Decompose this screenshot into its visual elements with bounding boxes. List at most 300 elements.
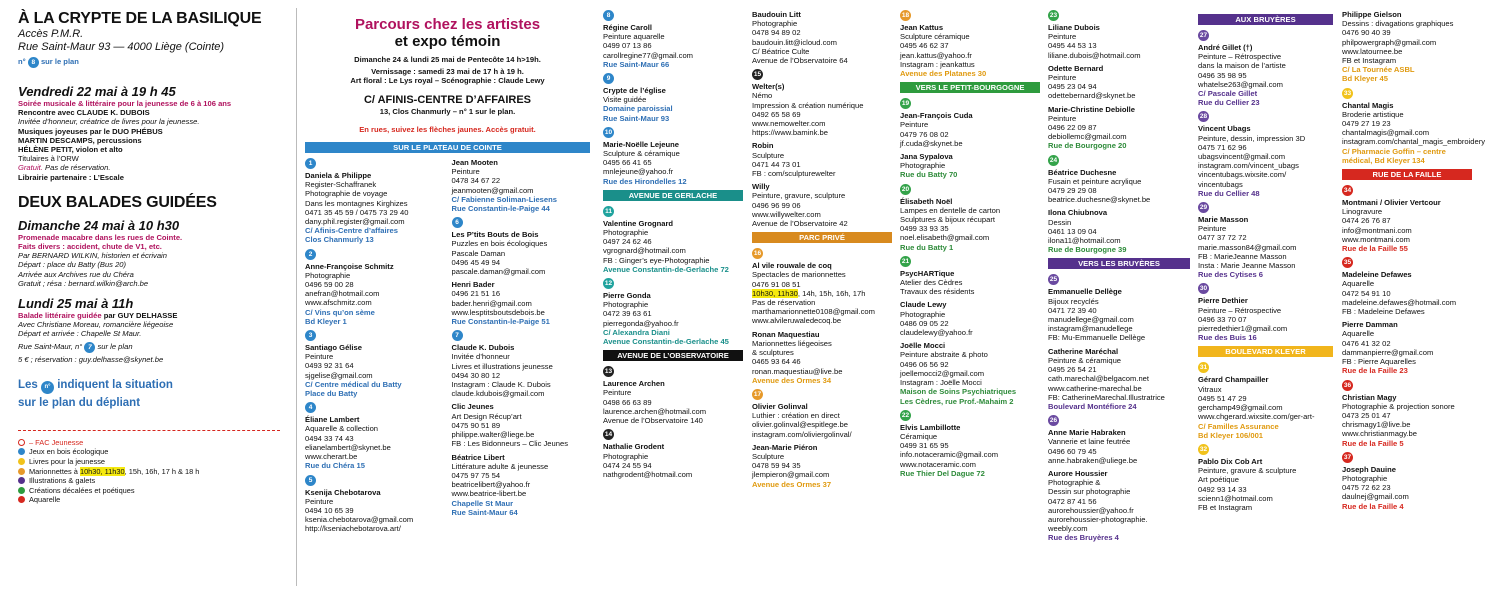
artist-info: liliane.dubois@hotmail.com — [1048, 50, 1141, 60]
map-number-badge: 12 — [604, 280, 613, 288]
artist-info: noel.elisabeth@gmail.com — [900, 233, 990, 243]
artist-info: ubagsvincent@gmail.com — [1198, 152, 1286, 162]
artist-info: 0471 72 39 40 — [1048, 305, 1097, 315]
artist-info: ronan.maquestiau@live.be — [752, 366, 843, 376]
artist-entry — [452, 330, 591, 398]
artist-name: Vincent Ubags — [1198, 124, 1251, 134]
artist-info: Dessin sur photographie — [1048, 487, 1131, 497]
column-crypte — [18, 10, 288, 505]
balade-line: 5 € ; réservation : guy.delhasse@skynet.be — [18, 354, 164, 364]
artist-entry — [752, 10, 892, 65]
balade-line: Départ et arrivée : Chapelle St Maur. — [18, 329, 142, 339]
artist-info: bader.henri@gmail.com — [451, 298, 532, 308]
circle-icon — [18, 439, 25, 446]
artist-info: 0478 94 89 02 — [752, 28, 801, 38]
artist-info: 0495 46 62 37 — [900, 41, 949, 51]
artist-info: Atelier des Cèdres — [900, 278, 963, 288]
artist-info: 0494 30 80 12 — [451, 370, 501, 380]
situation-note: Les n° indiquent la situation sur le plan du dépliant — [18, 378, 173, 409]
map-number-badge: 25 — [1049, 276, 1058, 284]
artist-name: Henri Bader — [451, 280, 495, 290]
artist-address: Domaine paroissial — [603, 104, 673, 114]
artist-entry — [1198, 362, 1333, 439]
artist-info: carollregine77@gmail.com — [603, 50, 694, 60]
crypte-access: Accès P.M.R. — [18, 28, 84, 40]
artist-info: 0499 33 93 35 — [900, 224, 949, 234]
artist-address: Rue du Chéra 15 — [305, 461, 365, 471]
artist-entry — [452, 217, 591, 276]
artist-info: Instagram : Claude K. Dubois — [451, 380, 551, 390]
legend-item: Illustrations & galets — [18, 476, 288, 486]
legend-item: Aquarelle — [18, 495, 288, 505]
artist-info: Fusain et peinture acrylique — [1048, 176, 1142, 186]
artist-entry — [1198, 111, 1333, 198]
vendredi-line: Gratuit. Pas de réservation. — [18, 163, 111, 173]
artist-name: Anne Marie Habraken — [1048, 428, 1126, 438]
artist-info: C/ Béatrice Culte — [752, 46, 810, 56]
artist-name: Jean Kattus — [900, 23, 944, 32]
parcours-subtitle: et expo témoin — [394, 33, 501, 50]
artist-name: Ilona Chiubnova — [1048, 208, 1108, 218]
artist-name: Jean-François Cuda — [900, 111, 973, 121]
artist-info: FB : MarieJeanne Masson — [1198, 251, 1287, 261]
map-number-badge: 24 — [1049, 156, 1058, 164]
map-number-badge: 16 — [753, 250, 762, 258]
artist-address: Les Cèdres, rue Prof.-Mahaim 2 — [900, 396, 1014, 406]
artist-entry — [752, 330, 892, 385]
artist-name: Anne-Françoise Schmitz — [305, 261, 394, 271]
artist-info: www.cherart.be — [305, 452, 358, 462]
artist-name: Christian Magy — [1342, 392, 1397, 402]
artist-info: 0479 27 19 23 — [1342, 119, 1391, 129]
artist-name: Olivier Golinval — [752, 401, 808, 411]
artist-info: 0496 60 79 45 — [1048, 446, 1097, 456]
column-7 — [1198, 10, 1333, 516]
artist-info: FB et Instagram — [1198, 502, 1253, 512]
artist-info: 0496 96 99 06 — [752, 200, 801, 210]
parcours-line: Vernissage : samedi 23 mai de 17 h à 19 h. — [371, 67, 524, 77]
map-number-badge: 33 — [1343, 89, 1352, 97]
artist-info: Peinture — [1048, 113, 1077, 123]
vendredi-subtitle: Soirée musicale & littéraire pour la jeunesse de 6 à 106 ans — [18, 99, 232, 108]
artist-info: ksenia.chebotarova@gmail.com — [305, 515, 414, 525]
artist-info: Peinture — [603, 388, 632, 398]
artist-address: Chapelle St Maur — [451, 498, 514, 508]
artist-entry — [900, 184, 1040, 252]
artist-address: Bd Kleyer 106/001 — [1198, 430, 1264, 440]
artist-name: Régine Caroll — [603, 23, 652, 32]
artist-info: 0474 24 55 94 — [603, 460, 652, 470]
artist-address: C/ Afinis-Centre d’affaires — [305, 226, 398, 236]
artist-address: Rue de Bourgogne 39 — [1048, 245, 1127, 255]
artist-info: 0496 35 98 95 — [1198, 70, 1247, 80]
artist-info: Sculpture — [752, 451, 785, 461]
map-number-badge: 19 — [901, 100, 910, 108]
map-number-badge: 20 — [901, 185, 910, 193]
artist-name: Nathalie Grodent — [603, 442, 665, 452]
artist-address: Rue de Bourgogne 20 — [1048, 141, 1127, 151]
column-4 — [752, 10, 892, 493]
artist-info: Némo — [752, 91, 773, 101]
parcours-line: Art floral : Le Lys royal – Scénographie : Claude Lewy — [350, 76, 545, 86]
artist-address: Bd Kleyer 1 — [305, 316, 347, 326]
artist-name: Béatrice Libert — [451, 452, 505, 462]
map-number-badge: 2 — [305, 249, 316, 260]
artist-entry — [452, 158, 591, 213]
artist-name: Daniela & Philippe — [305, 171, 372, 181]
artist-name: Marie-Noëlle Lejeune — [603, 139, 679, 149]
artist-entry — [603, 206, 743, 274]
map-number-badge: 30 — [1199, 285, 1208, 293]
artist-name: Béatrice Duchesne — [1048, 167, 1117, 177]
legend-item: Jeux en bois écologique — [18, 447, 288, 457]
artist-info: 0476 90 40 39 — [1342, 28, 1391, 38]
artist-name: Ksenija Chebotarova — [305, 487, 381, 497]
artist-name: Chantal Magis — [1342, 100, 1394, 110]
artist-address: Maison de Soins Psychiatriques — [900, 387, 1017, 397]
artist-name: Marie Masson — [1198, 215, 1249, 225]
map-number-badge: 14 — [604, 431, 613, 439]
legend-item: Livres pour la jeunesse — [18, 457, 288, 467]
artist-info: odettebernard@skynet.be — [1048, 91, 1136, 101]
artist-info: chantalmagis@gmail.com — [1342, 128, 1430, 138]
map-number-badge: n° — [41, 381, 54, 394]
artist-info: 0475 71 62 96 — [1198, 142, 1247, 152]
artist-info: vincentubags — [1198, 179, 1243, 189]
artist-info: joellemocci2@gmail.com — [900, 368, 985, 378]
artist-info: Pascale Daman — [451, 248, 506, 258]
artist-name: Pierre Damman — [1342, 320, 1398, 330]
dimanche-title: Dimanche 24 mai à 10 h30 — [18, 217, 180, 233]
artist-info: Sculpture & céramique — [603, 149, 680, 159]
artist-info: Peinture — [451, 167, 480, 177]
artist-name: Gérard Champailler — [1198, 375, 1269, 385]
artist-entry — [900, 410, 1040, 478]
artist-entry — [1048, 347, 1190, 411]
artist-info: 0496 59 00 28 — [305, 280, 354, 290]
artist-name: Madeleine Defawes — [1342, 270, 1412, 280]
artist-info: Instagram : Joëlle Mocci — [900, 378, 982, 388]
section-bar-kleyer: BOULEVARD KLEYER — [1198, 346, 1333, 357]
parcours-header — [305, 16, 590, 134]
artist-entry — [1048, 155, 1190, 205]
artist-entry — [305, 402, 444, 470]
map-number-badge: 23 — [1049, 12, 1058, 19]
artist-name: Montmani / Olivier Vertcour — [1342, 198, 1441, 208]
artist-info: Photographie — [900, 161, 946, 171]
artist-entry — [305, 330, 444, 398]
map-number-badge: 26 — [1049, 417, 1058, 425]
artist-info: Peinture — [900, 120, 929, 130]
map-number-badge: 37 — [1343, 453, 1352, 461]
legend-fac: – FAC Jeunesse — [18, 438, 288, 448]
vendredi-line: Rencontre avec CLAUDE K. DUBOIS — [18, 108, 150, 118]
artist-info: www.latournee.be — [1342, 46, 1403, 56]
artist-name: Valentine Grognard — [603, 218, 674, 228]
artist-address: C/ Alexandra Diani — [603, 327, 670, 337]
artist-info: claude.kdubois@gmail.com — [451, 389, 545, 399]
artist-info: Peinture — [305, 496, 334, 506]
column-8 — [1342, 10, 1486, 515]
artist-entry — [305, 249, 444, 326]
artist-address: Rue du Batty 70 — [900, 170, 958, 180]
map-number-badge: 13 — [604, 368, 613, 376]
artist-info: madeleine.defawes@hotmail.com — [1342, 297, 1457, 307]
artist-info: 0492 65 58 69 — [752, 109, 801, 119]
dot-icon — [18, 458, 25, 465]
artist-entry — [1342, 380, 1472, 448]
artist-info: 0472 54 91 10 — [1342, 288, 1391, 298]
artist-name: Joëlle Mocci — [900, 341, 946, 351]
artist-address: C/ Pascale Gillet — [1198, 89, 1258, 99]
artist-info: Linogravure — [1342, 207, 1383, 217]
artist-name: Liliane Dubois — [1048, 23, 1100, 32]
crypte-address: Rue Saint-Maur 93 — 4000 Liège (Cointe) — [18, 40, 225, 53]
artist-name: Claude K. Dubois — [451, 343, 515, 353]
artist-info: Aquarelle — [1342, 329, 1375, 339]
balade-line: Par BERNARD WILKIN, historien et écrivain — [18, 251, 167, 261]
artist-address: C/ Familles Assurance — [1198, 421, 1279, 431]
artist-info: FB : Madeleine Defawes — [1342, 307, 1425, 317]
artist-address: Rue Thier Del Dague 72 — [900, 468, 985, 478]
afinis-title: C/ AFINIS-CENTRE D’AFFAIRES — [363, 93, 532, 106]
artist-info: Insta : Marie Jeanne Masson — [1198, 261, 1296, 271]
section-bar-observatoire: AVENUE DE L’OBSERVATOIRE — [603, 350, 743, 361]
artist-info: 0474 26 76 87 — [1342, 216, 1391, 226]
vendredi-line: Titulaires à l’ORW — [18, 154, 79, 164]
artist-info: 0492 93 14 33 — [1198, 484, 1247, 494]
artist-info: pascale.daman@gmail.com — [451, 267, 546, 277]
parcours-title: Parcours chez les artistes — [354, 16, 541, 33]
map-number-badge: 1 — [305, 158, 316, 169]
dot-icon — [18, 468, 25, 475]
artist-entry — [305, 158, 444, 245]
artist-entry — [603, 73, 743, 123]
artist-address: C/ Centre médical du Batty — [305, 379, 402, 389]
artist-address: C/ Vins qu’on sème — [305, 307, 375, 317]
artist-info: Peinture – Rétrospective — [1198, 305, 1282, 315]
balade-line: Départ : place du Batty (Bus 20) — [18, 260, 127, 270]
artist-entry — [1048, 469, 1190, 543]
artist-info: 0495 44 53 13 — [1048, 41, 1097, 51]
artist-name: Catherine Maréchal — [1048, 346, 1119, 356]
section-bar-parc: PARC PRIVÉ — [752, 232, 892, 243]
map-number-badge: 29 — [1199, 204, 1208, 212]
artist-entry — [603, 10, 743, 69]
artist-info: FB: CatherineMarechal.Illustratrice — [1048, 392, 1165, 402]
artist-entry — [1198, 30, 1333, 107]
artist-info: www.willywelter.com — [752, 209, 821, 219]
artist-name: Elvis Lambillotte — [900, 422, 961, 432]
artist-info: nathgrodent@hotmail.com — [603, 469, 693, 479]
artist-info: Visite guidée — [603, 95, 647, 105]
balade-line: Arrivée aux Archives rue du Chéra — [18, 269, 134, 279]
artist-info: Vitraux — [1198, 384, 1222, 394]
artist-info: www.alvileruwaledecoq.be — [752, 316, 842, 326]
artist-address: Avenue des Ormes 37 — [752, 479, 832, 489]
artist-entry — [900, 152, 1040, 180]
vendredi-line: HÉLÈNE PETIT, violon et alto — [18, 145, 123, 155]
artist-info: FB et Instagram — [1342, 56, 1397, 66]
artist-entry — [603, 278, 743, 346]
artist-address: C/ La Tournée ASBL — [1342, 65, 1415, 75]
artist-info: claudelewy@yahoo.fr — [900, 328, 973, 338]
map-number-badge: 18 — [901, 12, 910, 19]
artist-address: Rue du Cellier 48 — [1198, 188, 1260, 198]
artist-entry — [900, 10, 1040, 78]
artist-entry — [752, 182, 892, 228]
map-number-badge: 7 — [452, 330, 463, 341]
artist-info: 0486 09 05 22 — [900, 318, 949, 328]
artist-entry — [1342, 88, 1486, 165]
artist-info: 0472 87 41 56 — [1048, 496, 1097, 506]
artist-info: gerchamp49@gmail.com — [1198, 403, 1283, 413]
map-number-badge: 5 — [305, 475, 316, 486]
artist-info: Peinture — [1198, 224, 1227, 234]
artist-name: Pablo Dix Cob Art — [1198, 456, 1263, 466]
artist-info: 0497 24 62 46 — [603, 237, 652, 247]
artist-entry — [900, 300, 1040, 337]
artist-info: debiollemc@gmail.com — [1048, 132, 1127, 142]
artist-info: 0476 41 32 02 — [1342, 338, 1391, 348]
artist-name: Welter(s) — [752, 82, 785, 92]
artist-info: FB : Ginger’s eye-Photographie — [603, 255, 710, 265]
dot-icon — [18, 448, 25, 455]
artist-name: Santiago Gélise — [305, 343, 362, 353]
vendredi-line: Musiques joyeuses par le DUO PHÉBUS — [18, 126, 163, 136]
artist-name: Aurore Houssier — [1048, 468, 1108, 478]
legend-divider — [18, 430, 280, 431]
artist-info: www.montmani.com — [1342, 234, 1410, 244]
map-number-badge: 15 — [753, 71, 762, 79]
artist-info: olivier.golinval@espitlege.be — [752, 420, 848, 430]
artist-info: Vannerie et laine feutrée — [1048, 437, 1131, 447]
artist-info: info.notaceramic@gmail.com — [900, 450, 999, 460]
artist-entry — [900, 341, 1040, 405]
artist-info: instagram.com/oliviergolinval/ — [752, 429, 852, 439]
artist-info: 0499 07 13 86 — [603, 41, 652, 51]
artist-info: Travaux des résidents — [900, 287, 975, 297]
artist-info: Peinture, gravure & sculpture — [1198, 466, 1297, 476]
vendredi-line: Librairie partenaire : L’Escale — [18, 172, 124, 182]
artist-info: ilona11@hotmail.com — [1048, 236, 1121, 246]
balade-line: Gratuit ; résa : bernard.wilkin@arch.be — [18, 278, 149, 288]
section-bar-faille: RUE DE LA FAILLE — [1342, 169, 1472, 180]
artist-name: PsycHARTique — [900, 268, 955, 278]
artist-info: chrismagy1@live.be — [1342, 420, 1411, 430]
artist-info: 0496 06 56 92 — [900, 359, 949, 369]
artist-name: Éliane Lambert — [305, 415, 360, 425]
artist-entry — [1198, 202, 1333, 279]
map-number-badge: 22 — [901, 411, 910, 419]
artist-info: jeanmooten@gmail.com — [451, 185, 534, 195]
section-bar-petit: VERS LE PETIT-BOURGOGNE — [900, 82, 1040, 93]
artist-name: Jana Sypalova — [900, 152, 953, 162]
balade-subtitle: Balade littéraire guidée par GUY DELHASSE — [18, 311, 178, 321]
artist-address: Rue Saint-Maur 93 — [603, 113, 670, 123]
artist-name: Claude Lewy — [900, 300, 947, 310]
legend — [18, 438, 288, 505]
artist-info: FB : com/sculpturewelter — [752, 169, 836, 179]
artist-name: Marie-Christine Debiolle — [1048, 104, 1135, 114]
artist-entry — [1342, 257, 1472, 316]
artist-name: Jean-Marie Piéron — [752, 442, 818, 452]
crypte-title: À LA CRYPTE DE LA BASILIQUE — [18, 10, 262, 27]
artist-entry — [752, 248, 892, 325]
artist-name: Al vile rouwale de coq — [752, 261, 832, 271]
artist-address: médical, Bd Kleyer 134 — [1342, 155, 1425, 165]
artist-info: 0471 35 45 59 / 0475 73 29 40 — [305, 207, 409, 217]
artist-info: FB : Les Bidonneurs – Clic Jeunes — [451, 439, 568, 449]
artist-info: jf.cuda@skynet.be — [900, 138, 963, 148]
artist-info: 0475 90 51 89 — [451, 420, 501, 430]
artist-name: Philippe Gielson — [1342, 10, 1402, 19]
artist-address: Rue des Buis 16 — [1198, 333, 1257, 343]
artist-info: vgrognard@hotmail.com — [603, 246, 686, 256]
artist-info: 0475 72 62 23 — [1342, 483, 1391, 493]
artist-info: pierregonda@yahoo.fr — [603, 318, 679, 328]
artist-info: Invitée d’honneur — [451, 352, 510, 362]
section-bar-bruyeres_vers: VERS LES BRUYÈRES — [1048, 258, 1190, 269]
map-number-badge: 27 — [1199, 32, 1208, 39]
map-number-badge: 21 — [901, 257, 910, 265]
balade-subtitle: Faits divers : accident, chute de V1, etc. — [18, 242, 162, 252]
artist-info: dammanpierre@gmail.com — [1342, 347, 1434, 357]
artist-info: pierredethier1@gmail.com — [1198, 324, 1288, 334]
artist-entry — [752, 141, 892, 178]
artist-name: Laurence Archen — [603, 379, 665, 389]
artist-info: 0465 93 64 46 — [752, 357, 801, 367]
artist-info: 0479 29 29 08 — [1048, 186, 1097, 196]
artist-info: 0493 92 31 64 — [305, 361, 354, 371]
artist-entry — [305, 475, 444, 534]
artist-entry — [1198, 283, 1333, 342]
artist-entry — [452, 453, 591, 517]
artist-info: aurorehoussier-photographie. — [1048, 514, 1148, 524]
artist-address: Rue du Cellier 23 — [1198, 98, 1260, 108]
artist-info: Aquarelle — [1342, 279, 1375, 289]
artist-info: dans la maison de l’artiste — [1198, 61, 1286, 71]
artist-info: www.christianmagy.be — [1342, 429, 1417, 439]
artist-info: Photographie de voyage — [305, 189, 388, 199]
afinis-address: 13, Clos Chanmurly – n° 1 sur le plan. — [379, 106, 516, 116]
artist-entry — [452, 280, 591, 326]
artist-info: 0478 59 94 35 — [752, 461, 801, 471]
artist-info: whatelse263@gmail.com — [1198, 79, 1283, 89]
artist-info: Peinture — [1048, 32, 1077, 42]
map-number-badge: 3 — [305, 330, 316, 341]
artist-info: philpowergraph@gmail.com — [1342, 37, 1437, 47]
artist-info: Photographie — [603, 451, 649, 461]
artist-info: Photographie — [305, 270, 351, 280]
artist-info: Lampes en dentelle de carton — [900, 205, 1001, 215]
artist-info: Peinture — [1048, 73, 1077, 83]
artist-address: Rue Constantin-le-Paige 44 — [451, 204, 550, 214]
column-6 — [1048, 10, 1190, 547]
artist-info: Broderie artistique — [1342, 109, 1404, 119]
artist-address: Rue Saint-Maur 66 — [603, 59, 670, 69]
artist-name: Willy — [752, 182, 770, 192]
artist-info: Avenue de l’Observatoire 64 — [752, 56, 848, 66]
artist-address: C/ Pharmacie Goffin – centre — [1342, 146, 1446, 156]
map-number-badge: 4 — [305, 402, 316, 413]
artist-info: 0496 45 49 94 — [451, 257, 501, 267]
artist-info: www.afschmitz.com — [305, 298, 372, 308]
artist-info: Littérature adulte & jeunesse — [451, 461, 549, 471]
artist-info: 0499 31 65 95 — [900, 441, 949, 451]
column-3 — [603, 10, 743, 483]
map-number-badge: 31 — [1199, 364, 1208, 372]
